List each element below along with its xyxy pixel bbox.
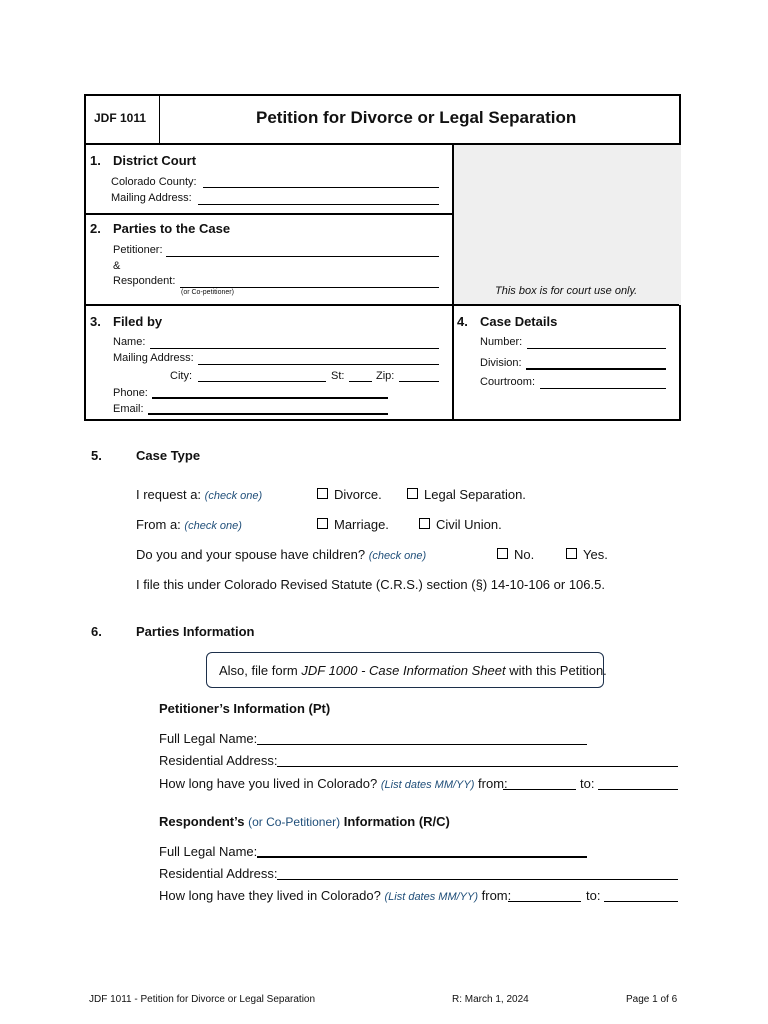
district-court-title: District Court xyxy=(113,153,197,168)
children-question: Do you and your spouse have children? xyxy=(136,547,366,562)
rc-to-label: to: xyxy=(586,888,601,903)
petitioner-info-heading: Petitioner’s Information (Pt) xyxy=(159,701,331,716)
section-5-number: 5. xyxy=(91,448,102,463)
case-type-title: Case Type xyxy=(136,448,201,463)
section-2-3-divider xyxy=(86,304,679,306)
children-no-label: No. xyxy=(514,547,535,562)
zip-field[interactable] xyxy=(399,381,439,382)
divorce-label: Divorce. xyxy=(334,487,382,502)
respondent-info-heading xyxy=(159,814,450,829)
rc-name-label: Full Legal Name: xyxy=(159,844,258,859)
filer-mailing-field[interactable] xyxy=(198,364,439,365)
from-label: From a: xyxy=(136,517,181,532)
email-field[interactable] xyxy=(148,413,388,415)
footer-page-number: Page 1 of 6 xyxy=(626,994,678,1005)
form-id: JDF 1011 xyxy=(94,111,147,125)
petitioner-label: Petitioner: xyxy=(113,244,163,256)
case-number-label: Number: xyxy=(480,336,523,348)
callout-post: with this Petition. xyxy=(505,663,607,678)
title-divider xyxy=(86,143,679,145)
pt-name-field[interactable] xyxy=(257,744,587,745)
state-field[interactable] xyxy=(349,381,372,382)
children-yes-label: Yes. xyxy=(583,547,608,562)
marriage-label: Marriage. xyxy=(334,517,389,532)
courtroom-label: Courtroom: xyxy=(480,376,536,388)
section-1-number: 1. xyxy=(90,153,101,168)
children-row xyxy=(136,547,426,562)
courtroom-field[interactable] xyxy=(540,388,666,389)
parties-title: Parties to the Case xyxy=(113,221,231,236)
form-title: Petition for Divorce or Legal Separation xyxy=(256,108,577,127)
ampersand: & xyxy=(113,260,121,272)
children-yes-checkbox[interactable] xyxy=(566,548,577,559)
request-row xyxy=(136,487,262,502)
rc-address-label: Residential Address: xyxy=(159,866,278,881)
pt-to-label: to: xyxy=(580,776,595,791)
rc-heading-hint: (or Co-Petitioner) xyxy=(248,815,341,829)
footer-revision: R: March 1, 2024 xyxy=(452,994,529,1005)
section-3-number: 3. xyxy=(90,314,101,329)
court-mailing-label: Mailing Address: xyxy=(111,192,192,204)
rc-from-label: from: xyxy=(481,888,512,903)
pt-duration-row xyxy=(159,776,508,791)
section-1-2-divider xyxy=(86,213,452,215)
civil-union-label: Civil Union. xyxy=(436,517,502,532)
division-label: Division: xyxy=(480,357,522,369)
division-field[interactable] xyxy=(526,368,666,370)
column-divider xyxy=(452,145,454,419)
rc-duration-hint: (List dates MM/YY) xyxy=(384,891,479,903)
court-use-box xyxy=(454,145,681,305)
rc-heading-pre: Respondent’s xyxy=(159,814,249,829)
legal-separation-label: Legal Separation. xyxy=(424,487,526,502)
filed-by-title: Filed by xyxy=(113,314,163,329)
court-use-note: This box is for court use only. xyxy=(495,285,638,297)
pt-address-field[interactable] xyxy=(277,766,678,767)
petitioner-field[interactable] xyxy=(166,256,439,257)
rc-duration-row xyxy=(159,888,511,903)
rc-to-field[interactable] xyxy=(604,901,678,902)
pt-duration-hint: (List dates MM/YY) xyxy=(380,779,475,791)
co-petitioner-note: (or Co-petitioner) xyxy=(181,289,234,296)
from-row xyxy=(136,517,242,532)
case-details-title: Case Details xyxy=(480,314,558,329)
phone-field[interactable] xyxy=(152,397,388,399)
pt-address-label: Residential Address: xyxy=(159,753,278,768)
divorce-checkbox[interactable] xyxy=(317,488,328,499)
court-mailing-field[interactable] xyxy=(198,204,439,205)
filer-name-field[interactable] xyxy=(150,348,439,349)
section-2-number: 2. xyxy=(90,221,101,236)
filer-mailing-label: Mailing Address: xyxy=(113,352,194,364)
pt-duration-label: How long have you lived in Colorado? xyxy=(159,776,378,791)
section-4-number: 4. xyxy=(457,314,468,329)
callout-text xyxy=(219,663,607,678)
section-6-number: 6. xyxy=(91,624,102,639)
callout-form-name: JDF 1000 - Case Information Sheet xyxy=(301,663,506,678)
county-field[interactable] xyxy=(203,187,439,188)
request-label: I request a: xyxy=(136,487,202,502)
request-hint: (check one) xyxy=(204,490,263,502)
respondent-field[interactable] xyxy=(180,287,439,288)
respondent-label: Respondent: xyxy=(113,275,176,287)
callout-pre: Also, file form xyxy=(219,663,302,678)
city-label: City: xyxy=(170,370,192,382)
from-hint: (check one) xyxy=(184,520,242,532)
form-id-divider xyxy=(159,96,160,143)
children-no-checkbox[interactable] xyxy=(497,548,508,559)
case-number-field[interactable] xyxy=(527,348,666,349)
phone-label: Phone: xyxy=(113,387,148,399)
marriage-checkbox[interactable] xyxy=(317,518,328,529)
filer-name-label: Name: xyxy=(113,336,146,348)
civil-union-checkbox[interactable] xyxy=(419,518,430,529)
legal-separation-checkbox[interactable] xyxy=(407,488,418,499)
statute-text: I file this under Colorado Revised Statute (C.R.S.) section (§) 14-10-106 or 106.5. xyxy=(136,577,605,592)
pt-to-field[interactable] xyxy=(598,789,678,790)
city-field[interactable] xyxy=(198,381,326,382)
rc-from-field[interactable] xyxy=(508,901,581,902)
county-label: Colorado County: xyxy=(111,176,197,188)
rc-address-field[interactable] xyxy=(277,879,678,880)
children-hint: (check one) xyxy=(368,550,427,562)
state-label: St: xyxy=(331,370,345,382)
footer-form-name: JDF 1011 - Petition for Divorce or Legal Separation xyxy=(89,994,316,1005)
pt-from-label: from: xyxy=(478,776,508,791)
pt-name-label: Full Legal Name: xyxy=(159,731,258,746)
rc-name-field[interactable] xyxy=(257,856,587,858)
rc-heading-post: Information (R/C) xyxy=(340,814,450,829)
email-label: Email: xyxy=(113,403,144,415)
zip-label: Zip: xyxy=(376,370,395,382)
rc-duration-label: How long have they lived in Colorado? xyxy=(159,888,381,903)
parties-info-title: Parties Information xyxy=(136,624,255,639)
pt-from-field[interactable] xyxy=(503,789,576,790)
